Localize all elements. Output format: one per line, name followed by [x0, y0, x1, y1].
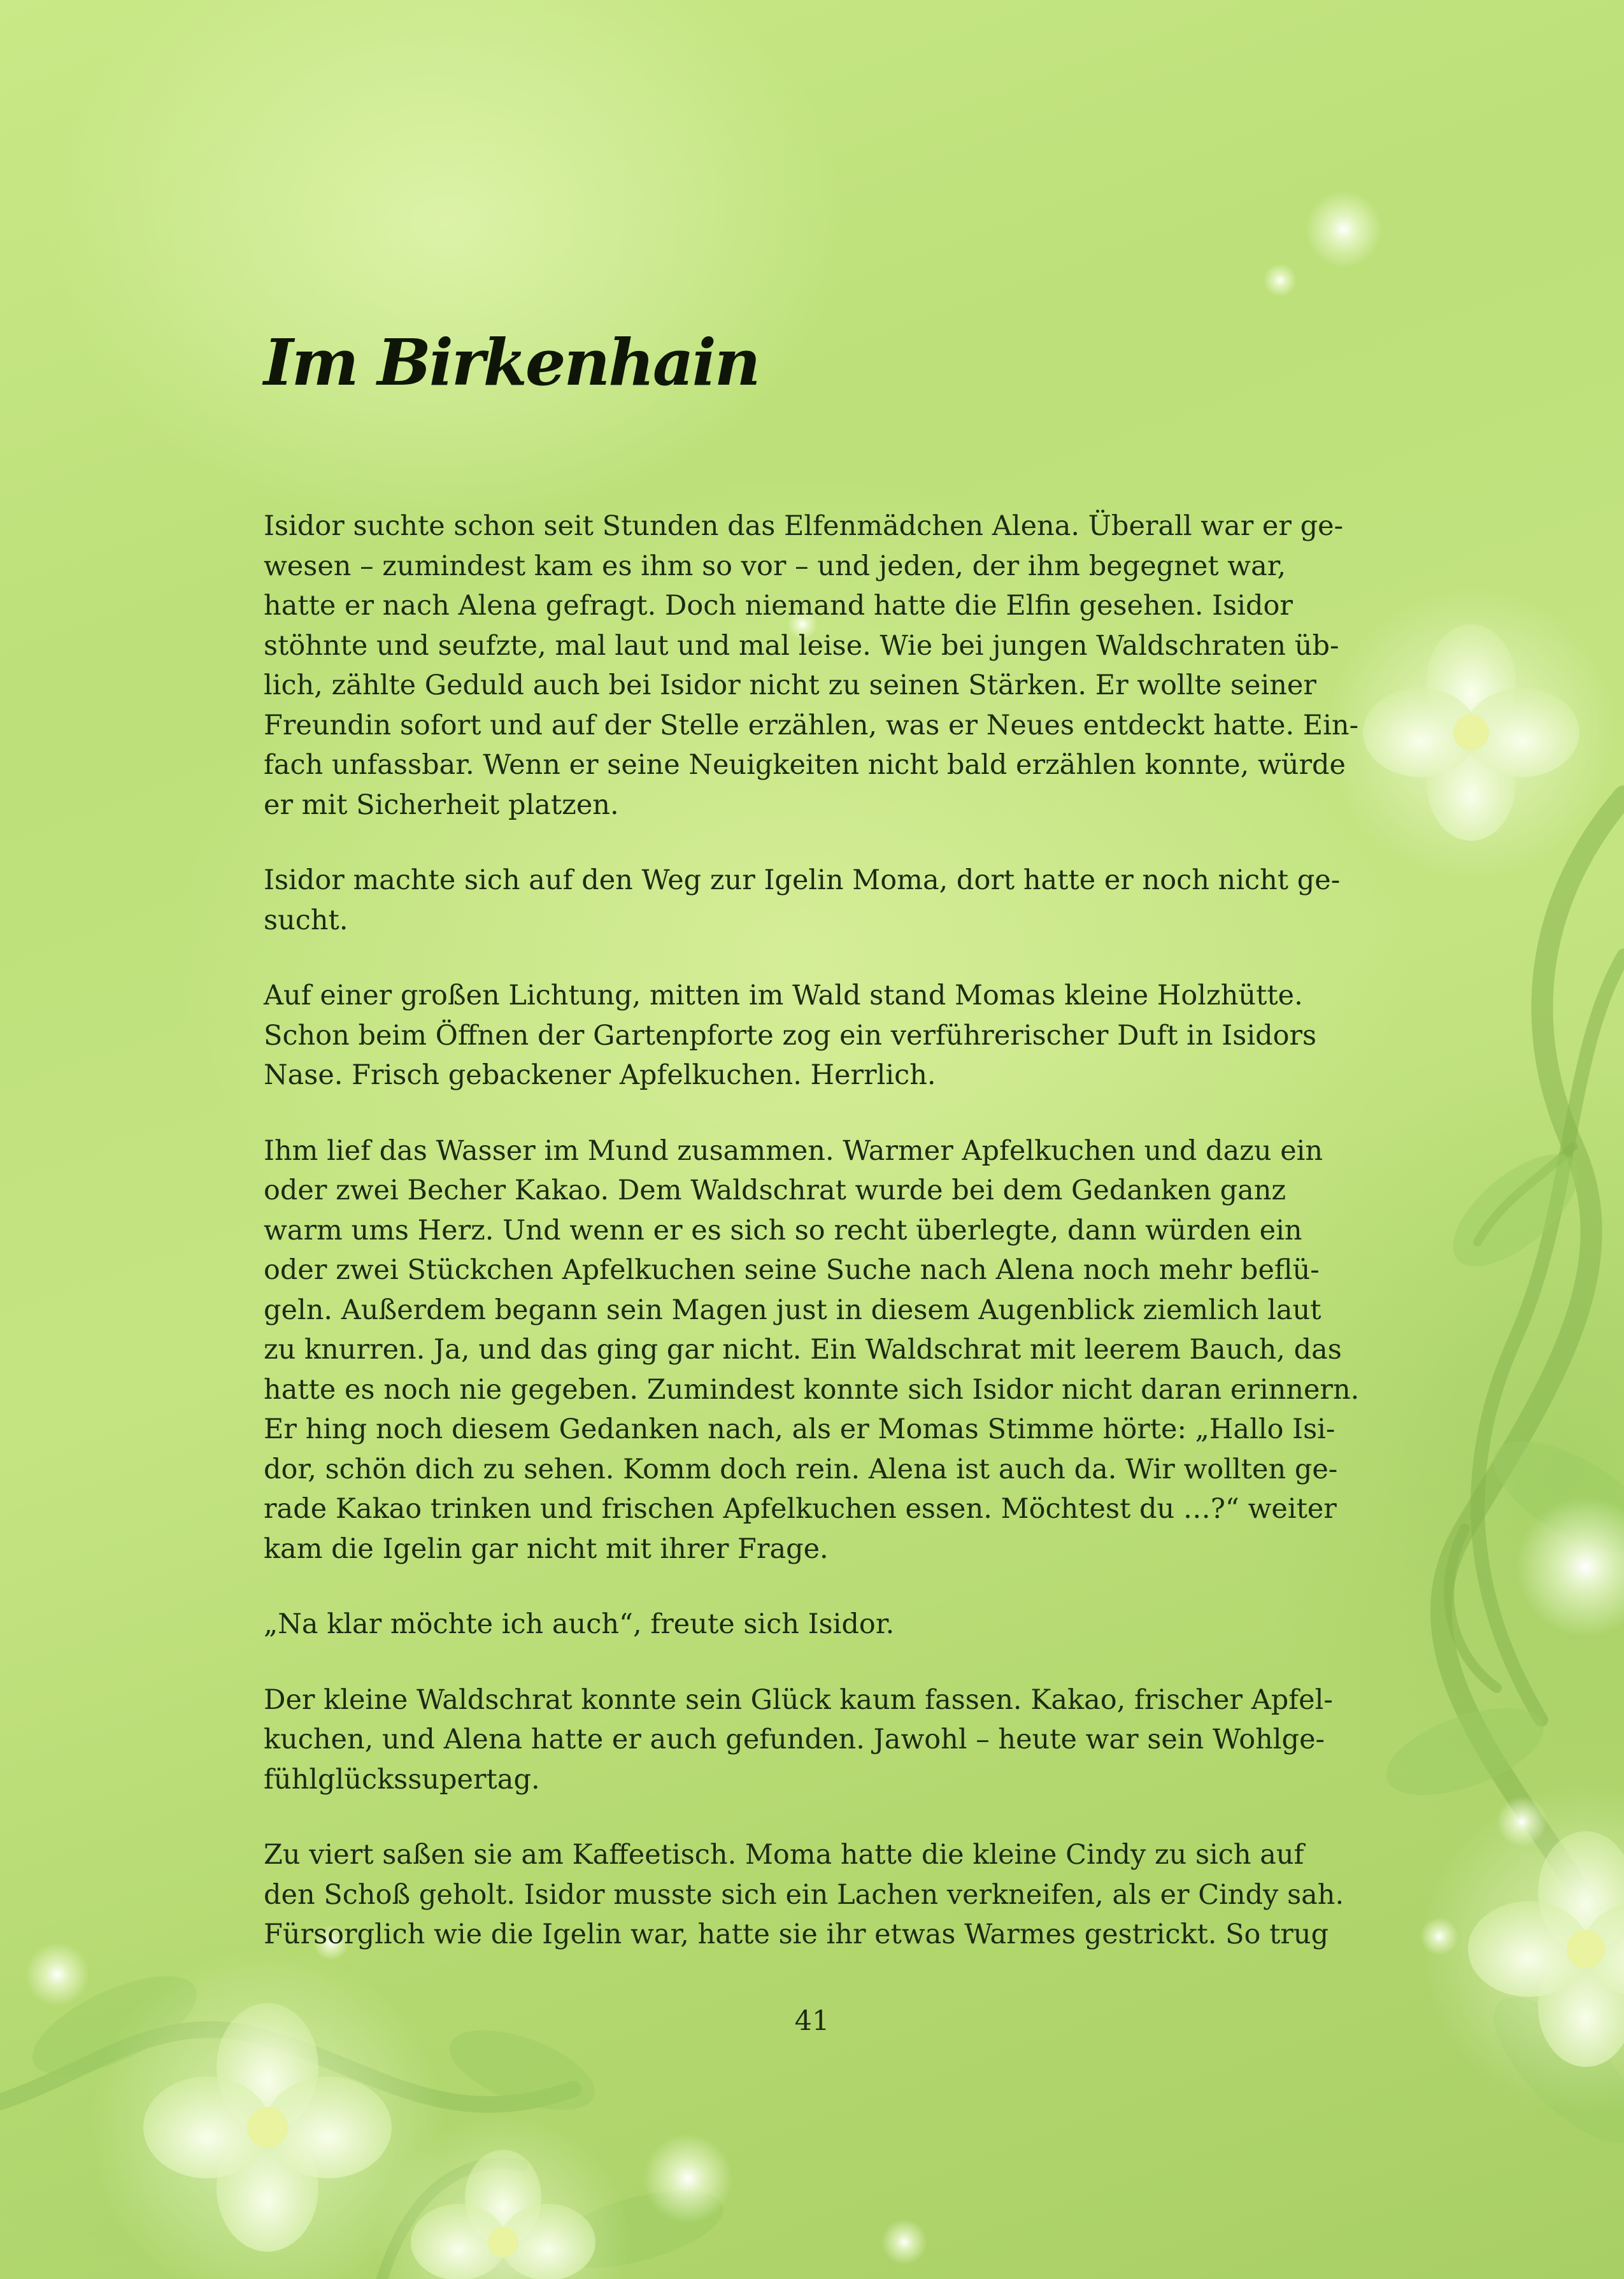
paragraph: Auf einer großen Lichtung, mitten im Wald stand Momas kleine Holzhütte. Schon beim Öffnen der Gartenpforte zog ein verführerischer Duft in Isidors Nase. Frisch gebackener Apfelkuchen. Herrlich. — [264, 980, 1317, 1091]
flower-right-upper — [1325, 586, 1618, 879]
chapter-title: Im Birkenhain — [264, 325, 759, 400]
paragraph: „Na klar möchte ich auch“, freute sich Isidor. — [264, 1608, 895, 1640]
paragraph: Der kleine Waldschrat konnte sein Glück kaum fassen. Kakao, frischer Apfel- kuchen, und Alena hatte er auch gefunden. Jawohl – heute war sein Wohlge- fühlglückssupertag. — [264, 1683, 1333, 1796]
paragraph: Isidor machte sich auf den Weg zur Igelin Moma, dort hatte er noch nicht ge- sucht. — [264, 864, 1341, 936]
paragraph: Zu viert saßen sie am Kaffeetisch. Moma hatte die kleine Cindy zu sich auf den Schoß geholt. Isidor musste sich ein Lachen verkneifen, als er Cindy sah. Fürsorglich wie die Igelin war, hatte sie ihr etwas Warmes gestrickt. So trug — [264, 1839, 1344, 1950]
chapter-body — [264, 506, 1362, 1990]
paragraph: Ihm lief das Wasser im Mund zusammen. Warmer Apfelkuchen und dazu ein oder zwei Becher Kakao. Dem Waldschrat wurde bei dem Gedanken ganz warm ums Herz. Und wenn er es sich so recht überlegte, dann würden ein oder zwei Stückchen Apfelkuchen seine Suche nach Alena noch mehr beflü- geln. Außerdem begann sein Magen just in diesem Augenblick ziemlich laut zu knurren. Ja, und das ging gar nicht. Ein Waldschrat mit leerem Bauch, das hatte es noch nie gegeben. Zumindest konnte sich Isidor nicht daran erinnern. Er hing noch diesem Gedanken nach, als er Momas Stimme hörte: „Hallo Isi- dor, schön dich zu sehen. Komm doch rein. Alena ist auch da. Wir wollten ge- rade Kakao trinken und frischen Apfelkuchen essen. Möchtest du …?“ weiter kam die Igelin gar nicht mit ihrer Frage. — [264, 1134, 1360, 1565]
paragraph: Isidor suchte schon seit Stunden das Elfenmädchen Alena. Überall war er ge- wesen – zumindest kam es ihm so vor – und jeden, der ihm begegnet war, hatte er nach Alena gefragt. Doch niemand hatte die Elfin gesehen. Isidor stöhnte und seufzte, mal laut und mal leise. Wie bei jungen Waldschraten üb- lich, zählte Geduld auch bei Isidor nicht zu seinen Stärken. Er wollte seiner Freundin sofort und auf der Stelle erzählen, was er Neues entdeckt hatte. Ein- fach unfassbar. Wenn er seine Neuigkeiten nicht bald erzählen konnte, würde er mit Sicherheit platzen. — [264, 510, 1359, 821]
page-number: 41 — [794, 2005, 830, 2037]
